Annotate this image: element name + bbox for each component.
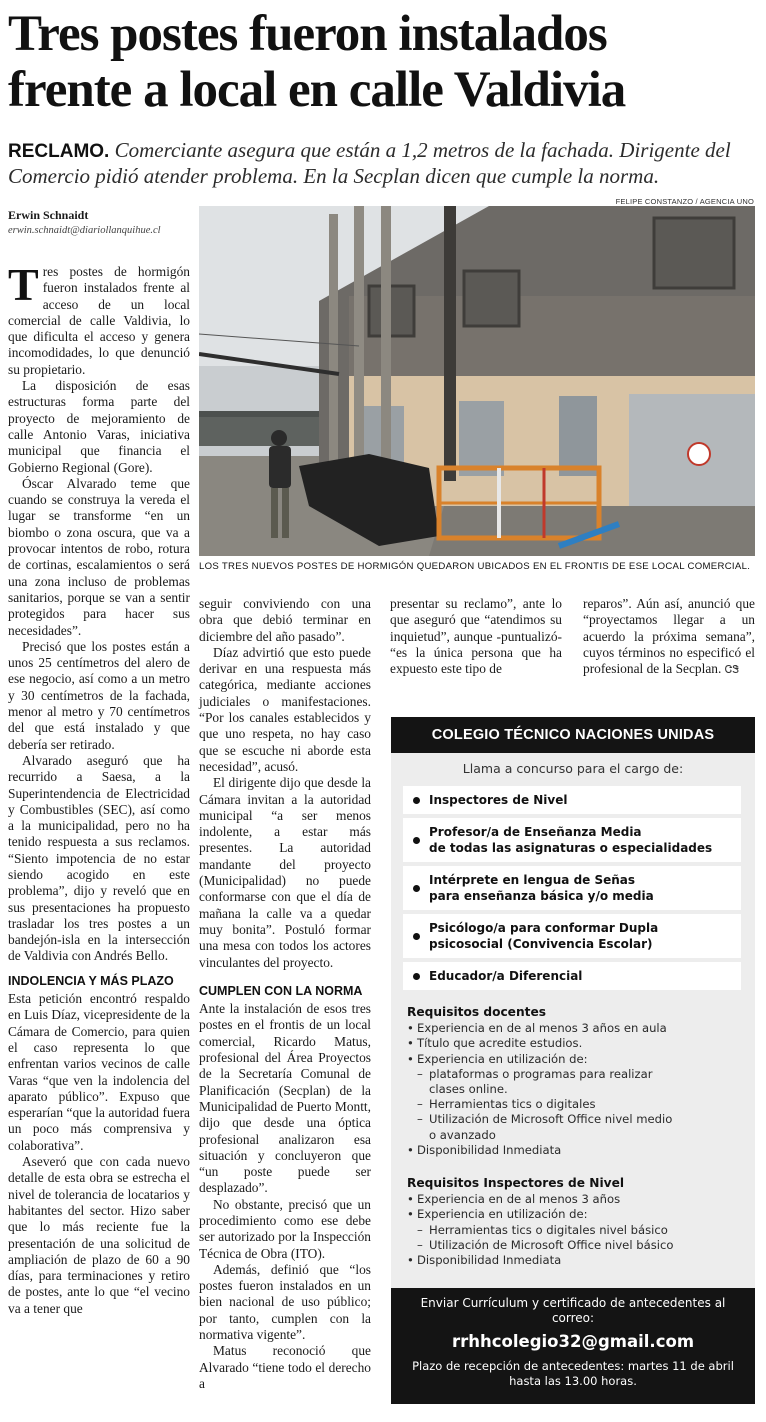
bullet-icon bbox=[413, 973, 420, 980]
requirement-item: • Experiencia en de al menos 3 años en aula bbox=[407, 1021, 747, 1036]
position-title bbox=[429, 872, 654, 904]
subheadline bbox=[8, 138, 760, 189]
photo-caption: LOS TRES NUEVOS POSTES DE HORMIGÓN QUEDARON UBICADOS EN EL FRONTIS DE ESE LOCAL COMERCIAL. bbox=[199, 561, 751, 572]
paragraph-1 bbox=[8, 259, 190, 378]
paragraph-10: Ante la instalación de esos tres postes en el frontis de un local comercial, Ricardo Matus, profesional del Área Proyectos de la Secretaría Comunal de Planificación (Secplan) de la Municipalidad de Puerto Montt, dijo que desde una óptica profesional analizaron esa situación y concluyeron que “un poste puede ser desplazado”. bbox=[199, 1001, 371, 1196]
author-email[interactable]: erwin.schnaidt@diariollanquihue.cl bbox=[8, 225, 161, 236]
position-item bbox=[403, 866, 741, 910]
position-title bbox=[429, 824, 712, 856]
requirement-subitem: – Utilización de Microsoft Office nivel básico bbox=[407, 1238, 747, 1253]
drop-cap: T bbox=[8, 259, 39, 310]
article-column-1 bbox=[8, 259, 190, 1317]
headline-line-2: frente a local en calle Valdivia bbox=[8, 62, 626, 118]
paragraph-1-text: res postes de hormigón fueron instalados frente al acceso de un local comercial de calle Valdivia, lo que dificulta el acceso y genera incomodidades, lo que denunció su propietario. bbox=[8, 264, 190, 377]
author-name: Erwin Schnaidt bbox=[8, 208, 89, 222]
paragraph-12: Además, definió que “los postes fueron instalados en un bien nacional de uso público; por tanto, cumplen con la normativa vigente”. bbox=[199, 1261, 371, 1343]
requirement-subitem-continued: o avanzado bbox=[429, 1127, 496, 1142]
position-title: Educador/a Diferencial bbox=[429, 969, 583, 983]
send-instructions: Enviar Currículum y certificado de antecedentes al correo: bbox=[420, 1296, 726, 1325]
requirement-subitem: – plataformas o programas para realizar bbox=[407, 1067, 747, 1082]
bullet-icon bbox=[413, 885, 420, 892]
requirement-subitem-continued: clases online. bbox=[429, 1082, 508, 1097]
position-line-2: de todas las asignaturas o especialidades bbox=[429, 841, 713, 855]
bullet-icon bbox=[413, 797, 420, 804]
requirement-subitem: – Herramientas tics o digitales nivel básico bbox=[407, 1223, 747, 1238]
ad-call-text: Llama a concurso para el cargo de: bbox=[462, 761, 684, 776]
position-line-1: Profesor/a de Enseñanza Media bbox=[429, 825, 642, 839]
requirements-docentes-title: Requisitos docentes bbox=[407, 1005, 546, 1019]
article-column-4 bbox=[583, 596, 755, 678]
paragraph-8: Díaz advirtió que esto puede derivar en una respuesta más categórica, mediante acciones judiciales o manifestaciones. “Por los canales establecidos y que uno respeta, no hay caso que se escuche ni aborde esta necesidad”, acusó. bbox=[199, 644, 371, 774]
headline-line-1: Tres postes fueron instalados bbox=[8, 6, 607, 62]
position-item bbox=[403, 818, 741, 862]
paragraph-4: Precisó que los postes están a unos 25 centímetros del alero de ese negocio, así como a un metro y 30 centímetros de la fachada, menor al metro y 70 centímetros del que está instalado y que debería ser retirado. bbox=[8, 638, 190, 752]
bullet-icon bbox=[413, 933, 420, 940]
paragraph-13-end-text: reparos”. Aún así, anunció que “proyectamos llegar a un acuerdo la próxima semana”, cuyos términos no especificó el profesional de la Secplan. bbox=[583, 596, 755, 677]
paragraph-13-end bbox=[583, 596, 755, 678]
requirement-item: • Disponibilidad Inmediata bbox=[407, 1253, 747, 1268]
paragraph-3: Óscar Alvarado teme que cuando se construya la vereda el lugar se transforme “en un biombo o zona oscura, que va a provocar intentos de robo, rotura de cortinas, escalamientos o será una zona incluso de problemas sanitarios, porque se van a sentir protegidos para hacer sus necesidades”. bbox=[8, 475, 190, 638]
requirement-item: • Disponibilidad Inmediata bbox=[407, 1143, 747, 1158]
position-line-1: Intérprete en lengua de Señas bbox=[429, 873, 636, 887]
paragraph-9: El dirigente dijo que desde la Cámara invitan a la autoridad municipal “a ser menos indolente, a estar más presentes. La autoridad mandante del proyecto (Municipalidad) no puede conformarse con que el día de mañana la calle va a quedar muy bonita”. Postuló formar una mesa con todos los actores vinculantes del proyecto. bbox=[199, 775, 371, 970]
ad-footer bbox=[391, 1288, 755, 1404]
paragraph-13: Matus reconoció que Alvarado “tiene todo el derecho a bbox=[199, 1343, 371, 1391]
headline bbox=[8, 6, 760, 118]
position-item bbox=[403, 786, 741, 814]
section-heading-indolencia: INDOLENCIA Y MÁS PLAZO bbox=[8, 973, 174, 988]
requirement-item: • Experiencia en de al menos 3 años bbox=[407, 1192, 747, 1207]
photo-credit: FELIPE CONSTANZO / AGENCIA UNO bbox=[615, 197, 754, 206]
deadline-text: Plazo de recepción de antecedentes: martes 11 de abril hasta las 13.00 horas. bbox=[412, 1359, 734, 1388]
paragraph-6: Esta petición encontró respaldo en Luis Díaz, vicepresidente de la Cámara de Comercio, para quien el caso representa lo que enfrentan varios vecinos de calle Varas “que ven la indolencia del aparato público”. Expuso que esperarían “que la autoridad fuera un poco más comprensiva y colaborativa”. bbox=[8, 991, 190, 1153]
photo-illustration bbox=[199, 206, 755, 556]
requirement-item: • Experiencia en utilización de: bbox=[407, 1207, 747, 1222]
position-item bbox=[403, 914, 741, 958]
position-title bbox=[429, 920, 658, 952]
job-advertisement bbox=[391, 717, 755, 1404]
paragraph-11: No obstante, precisó que un procedimiento como ese debe ser autorizado por la Inspección Técnica de Obra (ITO). bbox=[199, 1196, 371, 1261]
paragraph-2: La disposición de esas estructuras forma parte del proyecto de mejoramiento de calle Antonio Varas, iniciativa municipal que financia el Gobierno Regional (Gore). bbox=[8, 378, 190, 475]
position-line-2: para enseñanza básica y/o media bbox=[429, 889, 654, 903]
requirements-inspectores-title: Requisitos Inspectores de Nivel bbox=[407, 1176, 625, 1190]
requirement-item: • Experiencia en utilización de: bbox=[407, 1052, 747, 1067]
position-item bbox=[403, 962, 741, 990]
ad-title: COLEGIO TÉCNICO NACIONES UNIDAS bbox=[391, 717, 755, 753]
article-column-3 bbox=[390, 596, 562, 677]
bullet-icon bbox=[413, 837, 420, 844]
position-title: Inspectores de Nivel bbox=[429, 793, 568, 807]
requirement-item: • Título que acredite estudios. bbox=[407, 1036, 747, 1051]
end-mark-icon: ᏣᏕ bbox=[724, 663, 740, 677]
requirement-subitem: – Utilización de Microsoft Office nivel medio bbox=[407, 1112, 747, 1127]
position-line-2: psicosocial (Convivencia Escolar) bbox=[429, 937, 653, 951]
paragraph-5: Alvarado aseguró que ha recurrido a Saesa, a la Superintendencia de Electricidad y Combustibles (SEC), así como a la municipalidad, pero no ha tenido respuesta a sus reclamos. “Siento impotencia de no estar siendo acogido en este problema”, dijo y reveló que en sus presentaciones ha propuesto trasladar los tres postes a un bandejón-isla en la intersección de Valdivia con Andrés Bello. bbox=[8, 752, 190, 964]
paragraph-7: Aseveró que con cada nuevo detalle de esta obra se estrecha el nivel de tolerancia de locatarios y habitantes del sector. Hizo saber que lo más reciente fue la presentación de una solicitud de ampliación de plazo de 60 a 90 días, para terminaciones y retiro de postes, ante lo que “el vecino va a tener que bbox=[8, 1154, 190, 1316]
position-line-1: Psicólogo/a para conformar Dupla bbox=[429, 921, 659, 935]
contact-email[interactable]: rrhhcolegio32@gmail.com bbox=[451, 1332, 695, 1351]
requirements-inspectores bbox=[407, 1176, 747, 1268]
kicker: RECLAMO. bbox=[8, 141, 110, 162]
section-heading-norma: CUMPLEN CON LA NORMA bbox=[199, 983, 363, 998]
paragraph-13-continued: presentar su reclamo”, ante lo que aseguró que “atendimos su inquietud”, aunque -puntualizó- “es la única persona que ha expuesto este tipo de bbox=[390, 596, 562, 677]
article-photo bbox=[199, 206, 755, 556]
paragraph-7-continued: seguir conviviendo con una obra que debió terminar en diciembre del año pasado”. bbox=[199, 596, 371, 644]
deck: Comerciante asegura que están a 1,2 metros de la fachada. Dirigente del Comercio pidió atender problema. En la Secplan dicen que cumple la norma. bbox=[8, 138, 731, 188]
byline bbox=[8, 208, 194, 236]
requirements-docentes bbox=[407, 1005, 747, 1158]
requirement-subitem: – Herramientas tics o digitales bbox=[407, 1097, 747, 1112]
article-column-2 bbox=[199, 596, 371, 1392]
